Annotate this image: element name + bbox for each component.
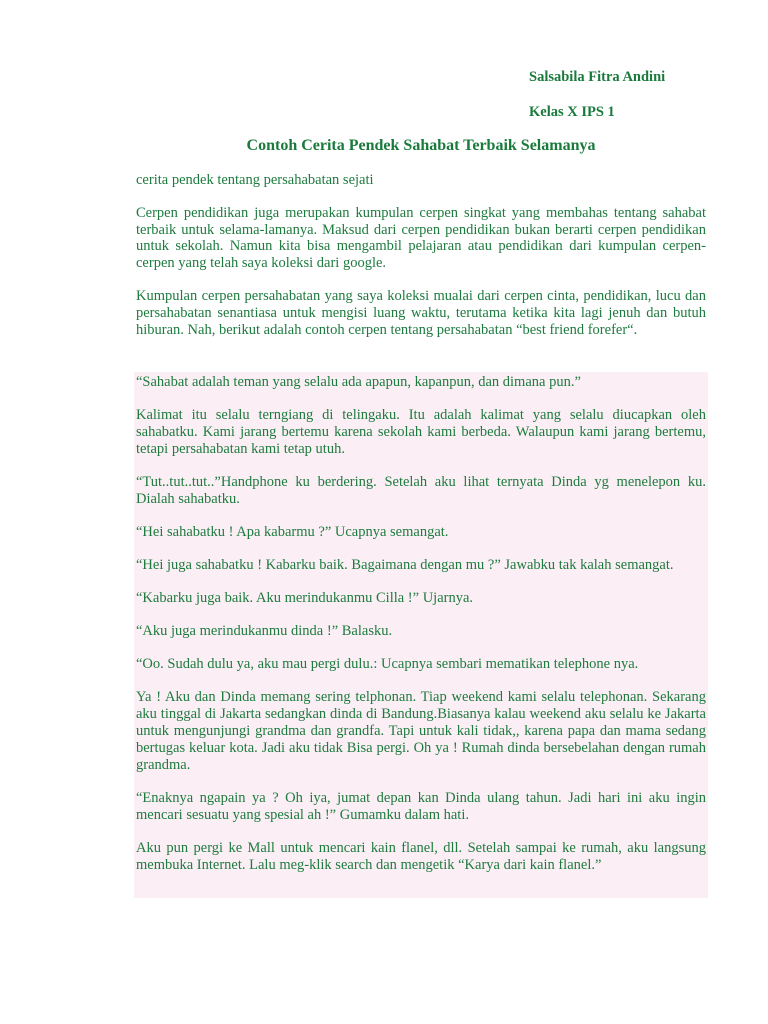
intro-section: [136, 172, 706, 354]
story-paragraph: “Kabarku juga baik. Aku merindukanmu Cilla !” Ujarnya.: [136, 590, 474, 606]
story-paragraph: Ya ! Aku dan Dinda memang sering telphonan. Tiap weekend kami selalu telephonan. Sekarang aku tinggal di Jakarta sedangkan dinda di Bandung.Biasanya kalau weekend aku selalu ke Jakarta untuk mengunjungi grandma dan grandfa. Tapi untuk kali tidak,, karena papa dan mama sedang bertugas keluar kota. Jadi aku tidak Bisa pergi. Oh ya ! Rumah dinda bersebelahan dengan rumah grandma.: [136, 689, 706, 773]
intro-paragraph-1: Cerpen pendidikan juga merupakan kumpulan cerpen singkat yang membahas tentang sahabat terbaik untuk selama-lamanya. Maksud dari cerpen pendidikan bukan berarti cerpen pendidikan untuk sekolah. Namun kita bisa mengambil pelajaran atau pendidikan dari kumpulan cerpen-cerpen yang telah saya koleksi dari google.: [136, 204, 706, 272]
story-paragraph: Aku pun pergi ke Mall untuk mencari kain flanel, dll. Setelah sampai ke rumah, aku langsung membuka Internet. Lalu meg-klik search dan mengetik “Karya dari kain flanel.”: [136, 840, 706, 873]
intro-paragraph-2: Kumpulan cerpen persahabatan yang saya koleksi mualai dari cerpen cinta, pendidikan, lucu dan persahabatan senantiasa untuk mengisi luang waktu, terutama ketika kita lagi jenuh dan butuh hiburan. Nah, berikut adalah contoh cerpen tentang persahabatan “best friend forefer“.: [136, 287, 706, 338]
story-paragraph: “Enaknya ngapain ya ? Oh iya, jumat depan kan Dinda ulang tahun. Jadi hari ini aku ingin mencari sesuatu yang spesial ah !” Gumamku dalam hati.: [136, 790, 706, 823]
story-paragraph: “Hei sahabatku ! Apa kabarmu ?” Ucapnya semangat.: [136, 524, 449, 540]
story-paragraph: “Aku juga merindukanmu dinda !” Balasku.: [136, 623, 393, 639]
document-title: Contoh Cerita Pendek Sahabat Terbaik Selamanya: [246, 137, 596, 154]
author-name: Salsabila Fitra Andini: [529, 69, 666, 85]
intro-subtitle: cerita pendek tentang persahabatan sejati: [136, 172, 374, 188]
story-paragraph: “Tut..tut..tut..”Handphone ku berdering. Setelah aku lihat ternyata Dinda yg menelepon ku. Dialah sahabatku.: [136, 474, 706, 507]
class-label: Kelas X IPS 1: [529, 104, 615, 120]
story-paragraph: “Oo. Sudah dulu ya, aku mau pergi dulu.: Ucapnya sembari mematikan telephone nya.: [136, 656, 639, 672]
story-paragraph: “Sahabat adalah teman yang selalu ada apapun, kapanpun, dan dimana pun.”: [136, 374, 581, 390]
story-paragraph: “Hei juga sahabatku ! Kabarku baik. Bagaimana dengan mu ?” Jawabku tak kalah semangat.: [136, 557, 674, 573]
story-section: [136, 374, 706, 890]
story-paragraph: Kalimat itu selalu terngiang di telingaku. Itu adalah kalimat yang selalu diucapkan oleh sahabatku. Kami jarang bertemu karena sekolah kami berbeda. Walaupun kami jarang bertemu, tetapi persahabatan kami tetap utuh.: [136, 407, 706, 457]
